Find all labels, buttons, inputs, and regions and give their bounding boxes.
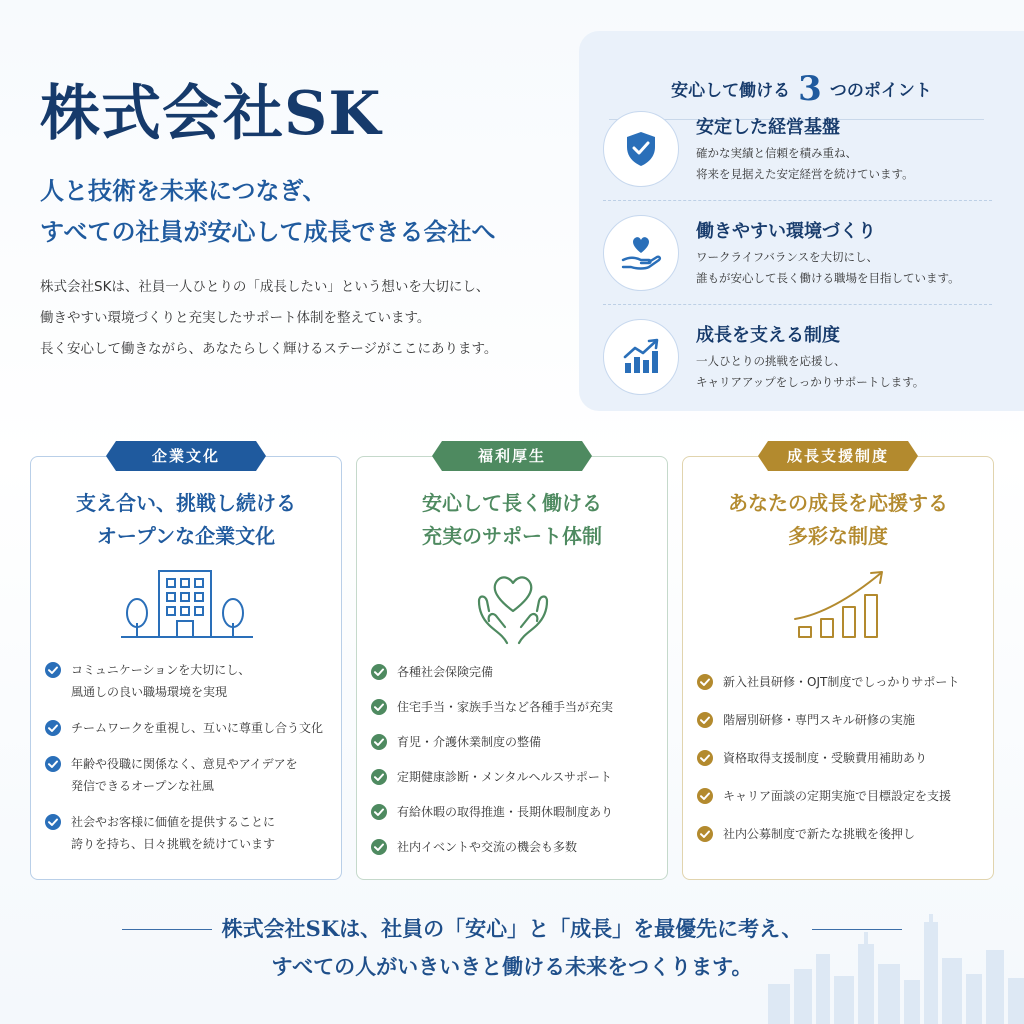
card-heading-line: 多彩な制度 — [788, 524, 888, 548]
point-title: 成長を支える制度 — [696, 325, 840, 346]
check-icon — [697, 826, 713, 842]
heart-in-hands-icon — [443, 565, 583, 645]
point-separator — [603, 304, 992, 305]
list-item-text: 住宅手当・家族手当など各種手当が充実 — [397, 700, 614, 714]
list-item-text: 定期健康診断・メンタルヘルスサポート — [397, 770, 612, 784]
points-title — [579, 69, 1024, 109]
list-item-text: 育児・介護休業制度の整備 — [397, 735, 542, 749]
shield-check-icon — [603, 111, 679, 187]
list-item-text: チームワークを重視し、互いに尊重し合う文化 — [71, 721, 324, 735]
card-heading-line: あなたの成長を応援する — [728, 491, 948, 515]
check-list — [45, 659, 331, 855]
points-title-prefix: 安心して働ける — [671, 81, 791, 101]
footer-line-1: 株式会社SKは、社員の「安心」と「成長」を最優先に考え、 — [221, 916, 803, 941]
tagline-line-1: 人と技術を未来につなぎ、 — [40, 176, 327, 205]
check-list — [371, 661, 657, 858]
list-item — [371, 661, 657, 683]
list-item-text: 資格取得支援制度・受験費用補助あり — [723, 751, 928, 765]
card-heading-line: オープンな企業文化 — [96, 524, 276, 548]
list-item — [45, 659, 331, 703]
list-item — [45, 811, 331, 855]
list-item-text: 社内イベントや交流の機会も多数 — [397, 840, 578, 854]
card-badge: 成長支援制度 — [768, 441, 908, 471]
check-icon — [45, 720, 61, 736]
points-panel — [579, 31, 1024, 411]
point-separator — [603, 200, 992, 201]
points-title-suffix: つのポイント — [829, 81, 932, 101]
intro-line-1: 株式会社SKは、社員一人ひとりの「成長したい」という想いを大切にし、 — [40, 279, 490, 295]
point-description — [696, 247, 996, 289]
list-item — [371, 801, 657, 823]
office-building-icon — [117, 565, 257, 645]
list-item-text: 新入社員研修・OJT制度でしっかりサポート — [723, 675, 960, 689]
card-growth-support — [682, 447, 994, 880]
list-item — [697, 823, 983, 845]
card-benefits — [356, 447, 668, 880]
list-item — [697, 785, 983, 807]
check-icon — [371, 804, 387, 820]
list-item-text: 各種社会保険完備 — [397, 665, 494, 679]
check-icon — [371, 734, 387, 750]
list-item — [371, 836, 657, 858]
point-description — [696, 351, 996, 393]
check-icon — [45, 756, 61, 772]
point-desc-line: キャリアアップをしっかりサポートします。 — [696, 375, 925, 389]
check-icon — [371, 839, 387, 855]
growth-chart-icon — [603, 319, 679, 395]
list-item-text: 誇りを持ち、日々挑戦を続けています — [71, 837, 276, 851]
list-item — [697, 671, 983, 693]
list-item-text: 社内公募制度で新たな挑戦を後押し — [723, 827, 916, 841]
point-desc-line: 一人ひとりの挑戦を応援し、 — [696, 354, 846, 368]
list-item — [697, 709, 983, 731]
footer-message — [0, 910, 1024, 986]
point-title: 安定した経営基盤 — [696, 117, 840, 138]
list-item — [371, 731, 657, 753]
points-title-number: 3 — [798, 69, 822, 109]
company-name: 株式会社SK — [40, 79, 382, 149]
card-heading-line: 充実のサポート体制 — [422, 524, 602, 548]
heart-hand-icon — [603, 215, 679, 291]
rising-bar-chart-icon — [769, 565, 909, 645]
check-icon — [697, 788, 713, 804]
list-item-text: コミュニケーションを大切にし、 — [71, 663, 251, 677]
card-badge: 福利厚生 — [442, 441, 582, 471]
card-heading — [683, 487, 993, 553]
check-icon — [697, 750, 713, 766]
card-heading — [31, 487, 341, 553]
list-item-text: 社会やお客様に価値を提供することに — [71, 815, 276, 829]
point-desc-line: 確かな実績と信頼を積み重ね、 — [696, 146, 857, 160]
intro-text — [40, 272, 570, 365]
check-icon — [697, 674, 713, 690]
tagline — [40, 170, 496, 252]
card-heading — [357, 487, 667, 553]
check-icon — [45, 662, 61, 678]
check-icon — [697, 712, 713, 728]
list-item — [371, 766, 657, 788]
check-list — [697, 671, 983, 845]
list-item-text: 発信できるオープンな社風 — [71, 779, 214, 793]
list-item — [371, 696, 657, 718]
check-icon — [371, 664, 387, 680]
point-desc-line: 誰もが安心して長く働ける職場を目指しています。 — [696, 271, 960, 285]
list-item-text: 有給休暇の取得推進・長期休暇制度あり — [397, 805, 614, 819]
intro-line-3: 長く安心して働きながら、あなたらしく輝けるステージがここにあります。 — [40, 341, 498, 357]
point-desc-line: 将来を見据えた安定経営を続けています。 — [696, 167, 914, 181]
list-item — [45, 753, 331, 797]
check-icon — [45, 814, 61, 830]
intro-line-2: 働きやすい環境づくりと充実したサポート体制を整えています。 — [40, 310, 431, 326]
list-item-text: 年齢や役職に関係なく、意見やアイデアを — [71, 757, 298, 771]
card-heading-line: 安心して長く働ける — [422, 491, 602, 515]
point-item-growth — [603, 319, 993, 399]
card-heading-line: 支え合い、挑戦し続ける — [76, 491, 296, 515]
point-desc-line: ワークライフバランスを大切にし、 — [696, 250, 879, 264]
check-icon — [371, 699, 387, 715]
point-title: 働きやすい環境づくり — [696, 221, 876, 242]
list-item-text: 風通しの良い職場環境を実現 — [71, 685, 228, 699]
point-item-stability — [603, 111, 993, 191]
list-item-text: キャリア面談の定期実施で目標設定を支援 — [723, 789, 952, 803]
tagline-line-2: すべての社員が安心して成長できる会社へ — [40, 217, 496, 246]
card-corporate-culture — [30, 447, 342, 880]
list-item-text: 階層別研修・専門スキル研修の実施 — [723, 713, 915, 727]
list-item — [697, 747, 983, 769]
card-badge: 企業文化 — [116, 441, 256, 471]
footer-line-2: すべての人がいきいきと働ける未来をつくります。 — [271, 954, 753, 979]
point-description — [696, 143, 996, 185]
list-item — [45, 717, 331, 739]
point-item-environment — [603, 215, 993, 295]
check-icon — [371, 769, 387, 785]
